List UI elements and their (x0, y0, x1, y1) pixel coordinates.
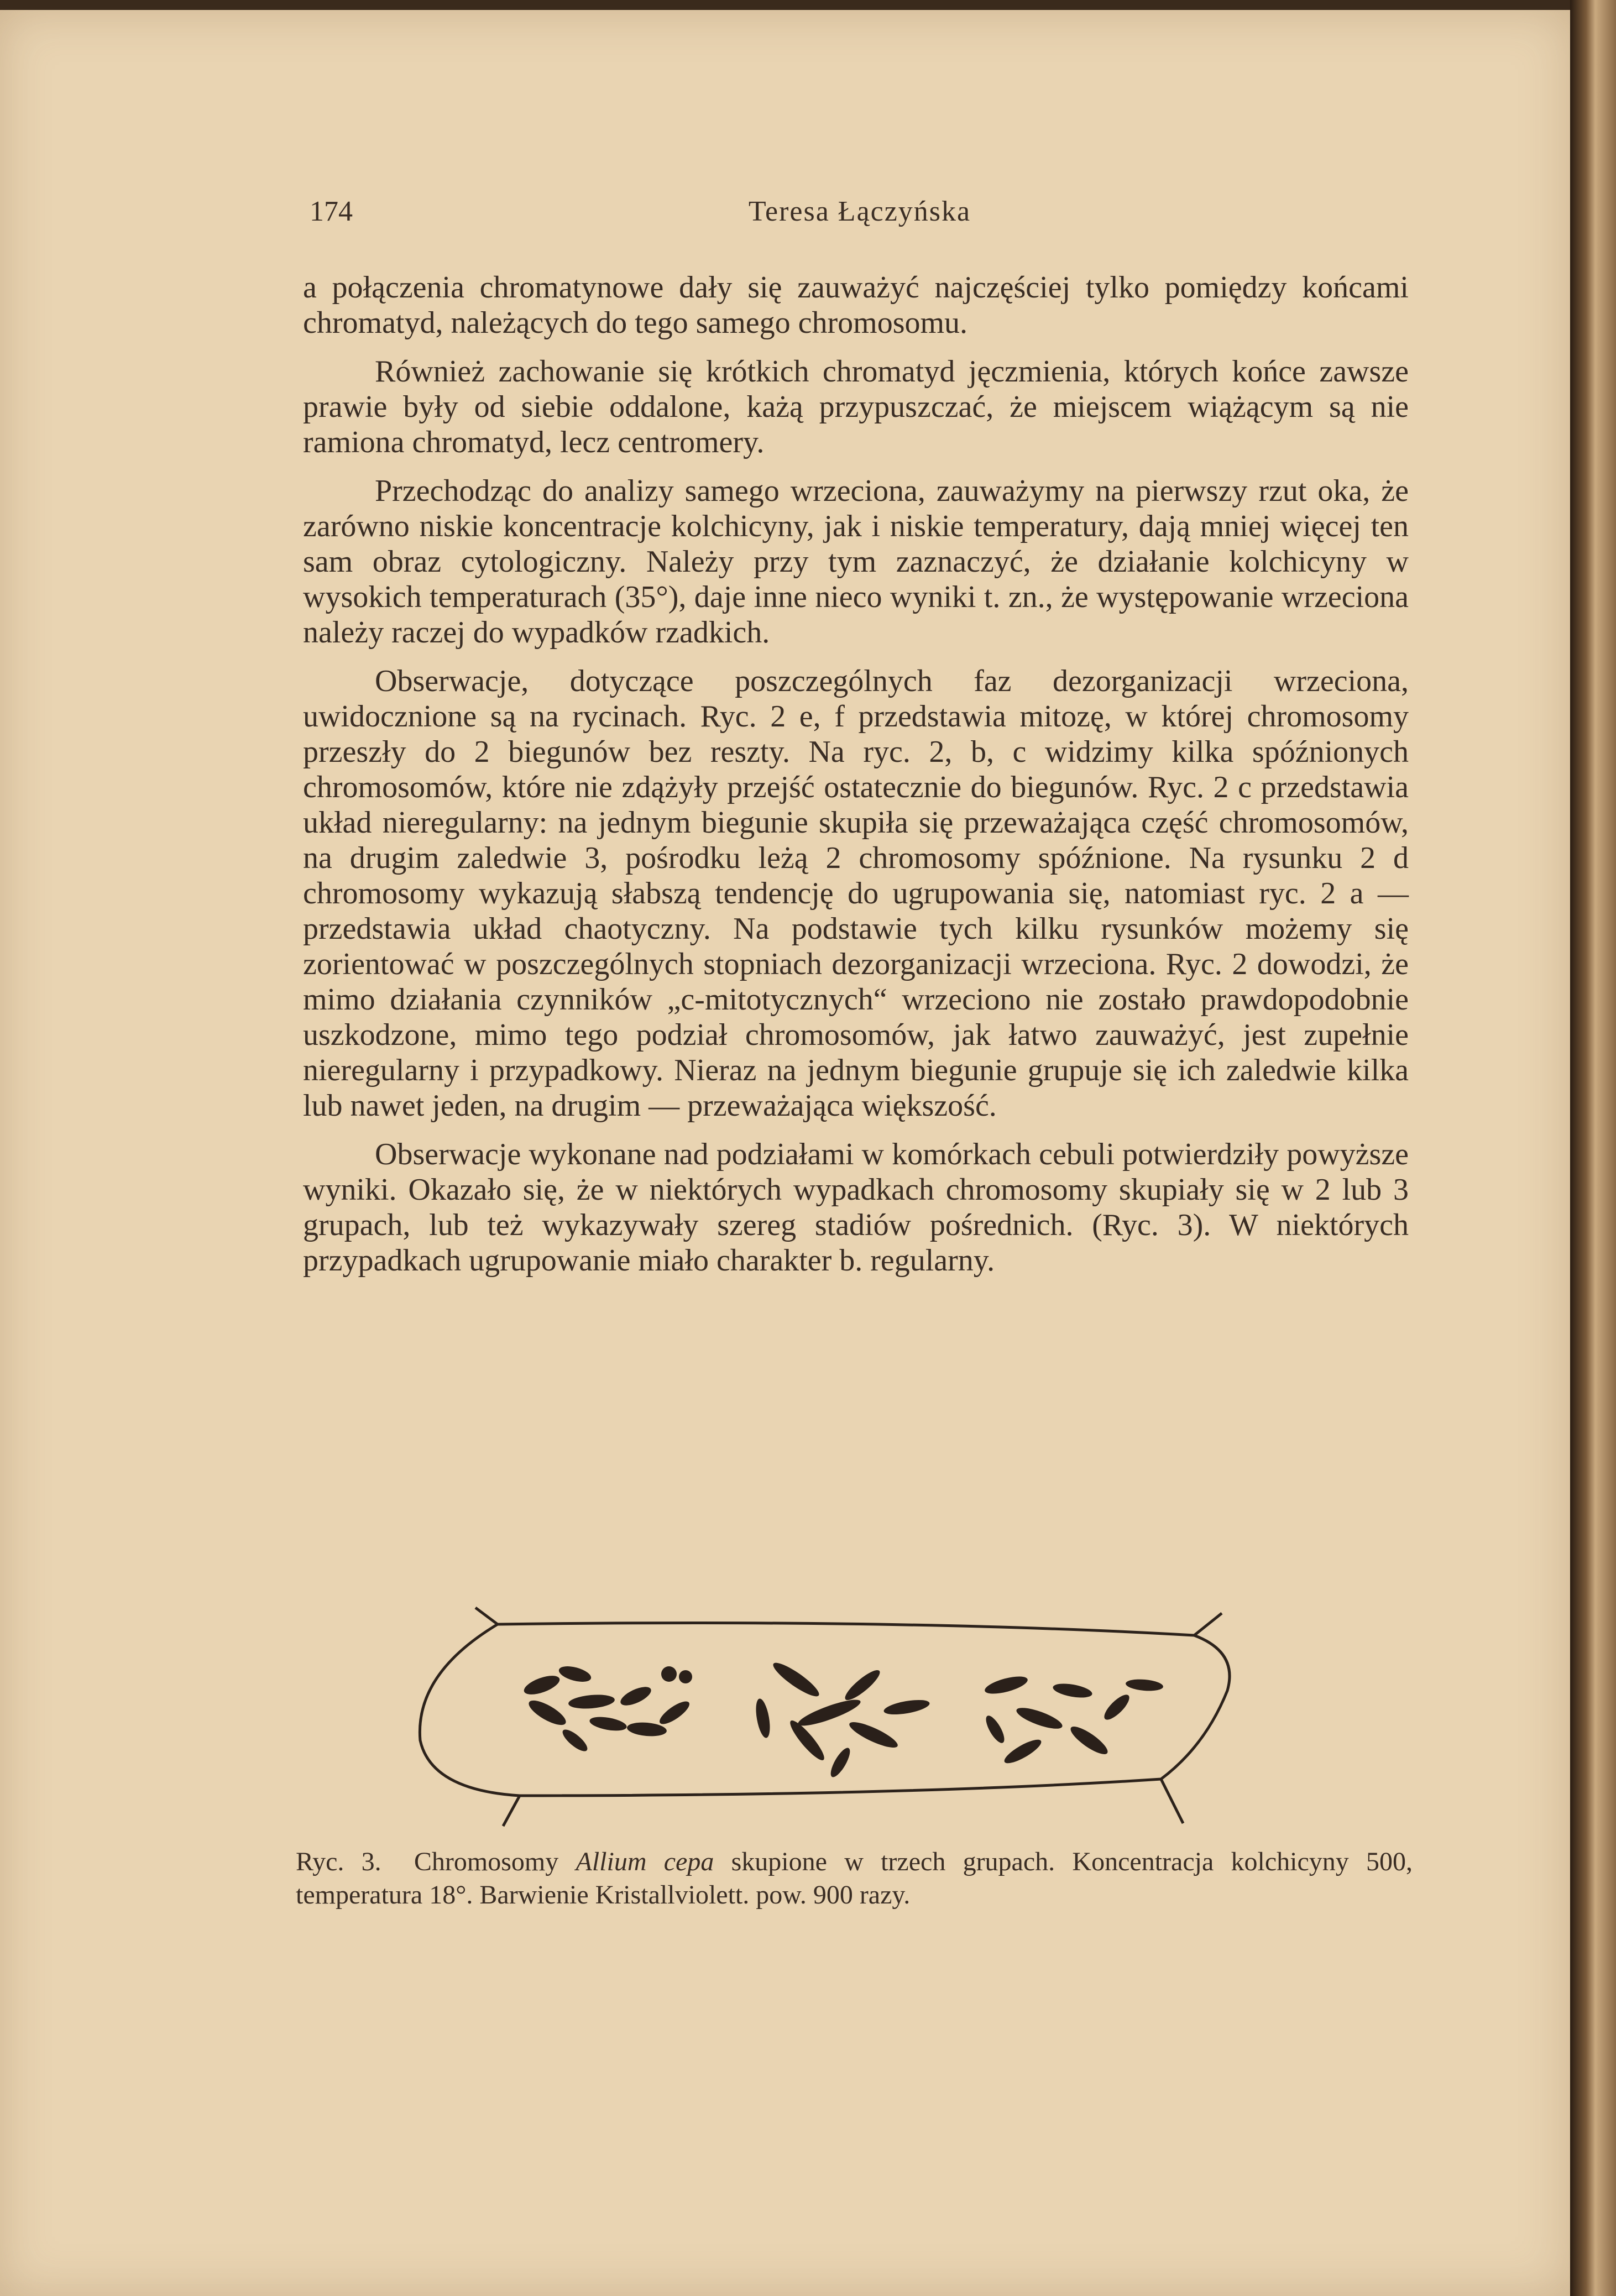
chromosome-group-3 (982, 1673, 1163, 1767)
running-head: Teresa Łączyńska (748, 196, 971, 227)
book-spine (1570, 0, 1616, 2296)
book-page (0, 10, 1570, 2296)
caption-text-start: Chromosomy (414, 1847, 559, 1876)
body-text (303, 270, 1409, 1291)
caption-text-end: skupione w trzech grupach. Koncentracja kolchicyny 500, temperatura 18°. Barwienie Kristallviolett. pow. 900 razy. (296, 1847, 1413, 1910)
paragraph-3: Przechodząc do analizy samego wrzeciona, zauważymy na pierwszy rzut oka, że zarówno niskie koncentracje kolchicyny, jak i niskie temperatury, dają mniej więcej ten sam obraz cytologiczny. Należy przy tym zaznaczyć, że działanie kolchicyny w wysokich temperaturach (35°), daje inne nieco wyniki t. zn., że występowanie wrzeciona należy raczej do wypadków rzadkich. (303, 474, 1409, 650)
chromosome-group-2 (754, 1658, 930, 1779)
species-name: Allium cepa (576, 1847, 714, 1876)
paragraph-1: a połączenia chromatynowe dały się zauważyć najczęściej tylko pomiędzy końcami chromatyd, należących do tego samego chromosomu. (303, 270, 1409, 340)
paragraph-5: Obserwacje wykonane nad podziałami w komórkach cebuli potwierdziły powyższe wyniki. Okazało się, że w niektórych wypadkach chromosomy skupiały się w 2 lub 3 grupach, lub też wykazywały szereg stadiów pośrednich. (Ryc. 3). W niektórych przypadkach ugrupowanie miało charakter b. regularny. (303, 1137, 1409, 1278)
figure-label: Ryc. 3. (296, 1847, 381, 1876)
paragraph-2: Również zachowanie się krótkich chromatyd jęczmienia, których końce zawsze prawie były od siebie oddalone, każą przypuszczać, że miejscem wiążącym są nie ramiona chromatyd, lecz centromery. (303, 354, 1409, 459)
page-number: 174 (310, 196, 353, 227)
figure-chromosomes-drawing (409, 1602, 1305, 1834)
paragraph-4: Obserwacje, dotyczące poszczególnych faz dezorganizacji wrzeciona, uwidocznione są na rycinach. Ryc. 2 e, f przedstawia mitozę, w której chromosomy przeszły do 2 biegunów bez reszty. Na ryc. 2, b, c widzimy kilka spóźnionych chromosomów, które nie zdążyły przejść ostatecznie do biegunów. Ryc. 2 c przedstawia układ nieregularny: na jednym biegunie skupiła się przeważająca część chromosomów, na drugim zaledwie 3, pośrodku leżą 2 chromosomy spóźnione. Na rysunku 2 d chromosomy wykazują słabszą tendencję do ugrupowania się, natomiast ryc. 2 a — przedstawia układ chaotyczny. Na podstawie tych kilku rysunków możemy się zorientować w poszczególnych stopniach dezorganizacji wrzeciona. Ryc. 2 dowodzi, że mimo działania czynników „c-mitotycznych“ wrzeciono nie zostało prawdopodobnie uszkodzone, mimo tego podział chromosomów, jak łatwo zauważyć, jest zupełnie nieregularny i przypadkowy. Nieraz na jednym biegunie grupuje się ich zaledwie kilka lub nawet jeden, na drugim — przeważająca większość. (303, 664, 1409, 1123)
figure-caption (296, 1845, 1413, 1912)
cell-drawing (409, 1602, 1305, 1834)
chromosome-group-1 (522, 1664, 693, 1755)
page-header (310, 195, 1410, 239)
